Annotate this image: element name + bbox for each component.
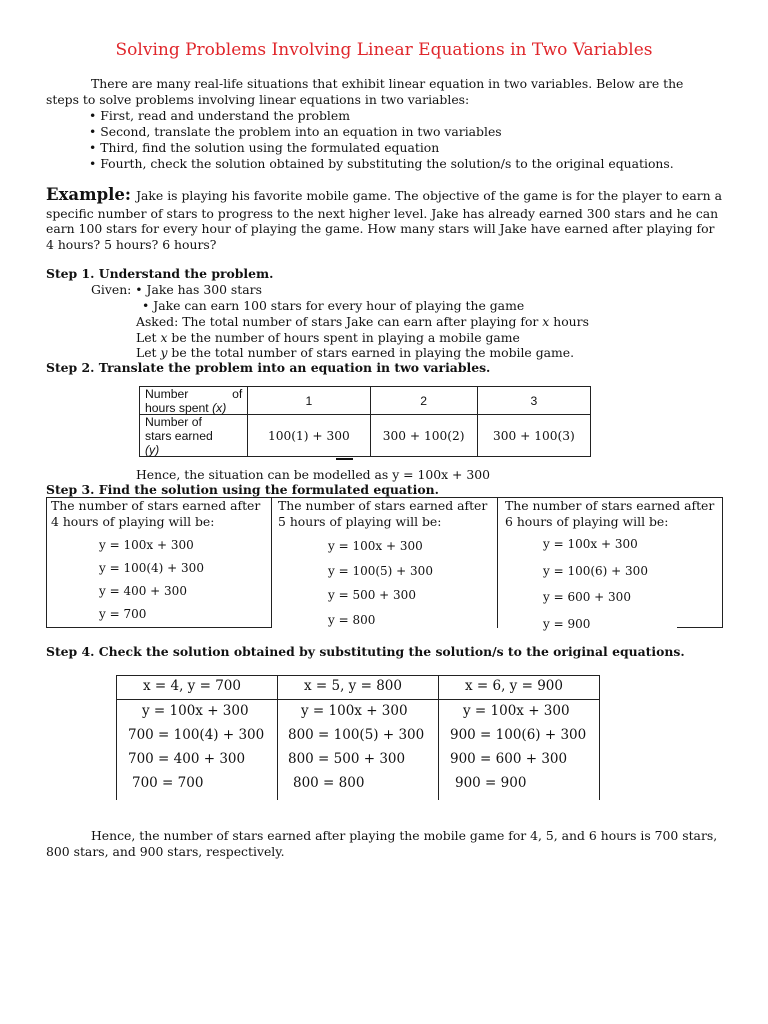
step3-bottom-rule-3 [677, 627, 723, 628]
stars-1: 100(1) + 300 [248, 415, 370, 457]
step2-heading: Step 2. Translate the problem into an equation in two variables. [46, 360, 491, 375]
col2-eq-3: y = 500 + 300 [328, 588, 416, 602]
step-bullet-3: • Third, find the solution using the formulated equation [89, 140, 440, 155]
col2-head-1: The number of stars earned after [278, 498, 488, 513]
example-line-3: earn 100 stars for every hour of playing the game. How many stars will Jake have earned after playing for [46, 221, 715, 236]
example-line-1: Jake is playing his favorite mobile game. The objective of the game is for the player to earn a [136, 188, 722, 203]
col2-eq-4: y = 800 [328, 613, 376, 627]
hours-2: 2 [370, 387, 477, 415]
check-left-rule [116, 675, 117, 800]
stars-2: 300 + 100(2) [370, 415, 477, 457]
col2-eq-2: y = 100(5) + 300 [328, 564, 433, 578]
col3-eq-4: y = 900 [543, 617, 591, 631]
col3-eq-1: y = 100x + 300 [543, 537, 638, 551]
check-mid-rule-1 [277, 675, 278, 800]
step-bullet-1: • First, read and understand the problem [89, 108, 350, 123]
stars-row [140, 415, 591, 457]
check-head-rule [116, 699, 600, 700]
check-right-rule [599, 675, 600, 800]
check-c3-1: y = 100x + 300 [463, 703, 570, 719]
divider-dash [336, 458, 353, 460]
step3-bottom-rule-1 [46, 627, 271, 628]
check-head-3: x = 6, y = 900 [465, 678, 563, 694]
given-1: Given: • Jake has 300 stars [91, 282, 262, 297]
stars-label-cell: Number of stars earned (y) [140, 415, 248, 457]
col1-head-2: 4 hours of playing will be: [51, 514, 215, 529]
intro-line-1: There are many real-life situations that exhibit linear equation in two variables. Below are the [91, 76, 684, 91]
conclusion-line-2: 800 stars, and 900 stars, respectively. [46, 844, 285, 859]
check-c1-2: 700 = 100(4) + 300 [128, 727, 265, 743]
step4-heading: Step 4. Check the solution obtained by substituting the solution/s to the original equations. [46, 644, 685, 659]
check-c3-2: 900 = 100(6) + 300 [450, 727, 587, 743]
step3-heading: Step 3. Find the solution using the formulated equation. [46, 482, 439, 497]
check-mid-rule-2 [438, 675, 439, 800]
step3-mid-rule-2 [497, 497, 498, 628]
equation-table [139, 386, 591, 457]
col1-eq-2: y = 100(4) + 300 [99, 561, 204, 575]
check-c2-4: 800 = 800 [293, 775, 365, 791]
col3-head-1: The number of stars earned after [505, 498, 715, 513]
page-title: Solving Problems Involving Linear Equations in Two Variables [115, 40, 653, 60]
check-c3-4: 900 = 900 [455, 775, 527, 791]
conclusion-line-1: Hence, the number of stars earned after playing the mobile game for 4, 5, and 6 hours is 700 stars, [91, 828, 718, 843]
example-paragraph [46, 185, 722, 204]
col1-eq-4: y = 700 [99, 607, 147, 621]
check-top-rule [116, 675, 600, 676]
example-line-4: 4 hours? 5 hours? 6 hours? [46, 237, 217, 252]
step3-mid-rule-1 [271, 497, 272, 628]
col3-head-2: 6 hours of playing will be: [505, 514, 669, 529]
check-c2-1: y = 100x + 300 [301, 703, 408, 719]
col2-head-2: 5 hours of playing will be: [278, 514, 442, 529]
model-equation: Hence, the situation can be modelled as y = 100x + 300 [136, 467, 491, 482]
stars-3: 300 + 100(3) [477, 415, 590, 457]
hours-3: 3 [477, 387, 590, 415]
hours-label-cell: Number of hours spent (x) [140, 387, 248, 415]
check-c1-4: 700 = 700 [132, 775, 204, 791]
hours-row [140, 387, 591, 415]
step-bullet-4: • Fourth, check the solution obtained by substituting the solution/s to the original equations. [89, 156, 674, 171]
let-y-line: Let y be the total number of stars earned in playing the mobile game. [136, 345, 575, 360]
check-head-2: x = 5, y = 800 [304, 678, 402, 694]
col2-eq-1: y = 100x + 300 [328, 539, 423, 553]
example-line-2: specific number of stars to progress to the next higher level. Jake has already earned 300 stars and he can [46, 206, 719, 221]
col1-eq-1: y = 100x + 300 [99, 538, 194, 552]
check-c2-2: 800 = 100(5) + 300 [288, 727, 425, 743]
hours-1: 1 [248, 387, 370, 415]
asked-line: Asked: The total number of stars Jake can earn after playing for x hours [136, 314, 589, 329]
let-x-line: Let x be the number of hours spent in playing a mobile game [136, 330, 520, 345]
step-bullet-2: • Second, translate the problem into an equation in two variables [89, 124, 502, 139]
step3-right-rule [722, 497, 723, 628]
col1-head-1: The number of stars earned after [51, 498, 261, 513]
check-c3-3: 900 = 600 + 300 [450, 751, 568, 767]
col1-eq-3: y = 400 + 300 [99, 584, 187, 598]
col3-eq-2: y = 100(6) + 300 [543, 564, 648, 578]
intro-line-2: steps to solve problems involving linear equations in two variables: [46, 92, 470, 107]
step3-left-rule [46, 497, 47, 628]
col3-eq-3: y = 600 + 300 [543, 590, 631, 604]
step1-heading: Step 1. Understand the problem. [46, 266, 274, 281]
check-c2-3: 800 = 500 + 300 [288, 751, 406, 767]
check-head-1: x = 4, y = 700 [143, 678, 241, 694]
given-2: • Jake can earn 100 stars for every hour of playing the game [142, 298, 525, 313]
check-c1-1: y = 100x + 300 [142, 703, 249, 719]
check-c1-3: 700 = 400 + 300 [128, 751, 246, 767]
example-label: Example: [46, 185, 131, 204]
